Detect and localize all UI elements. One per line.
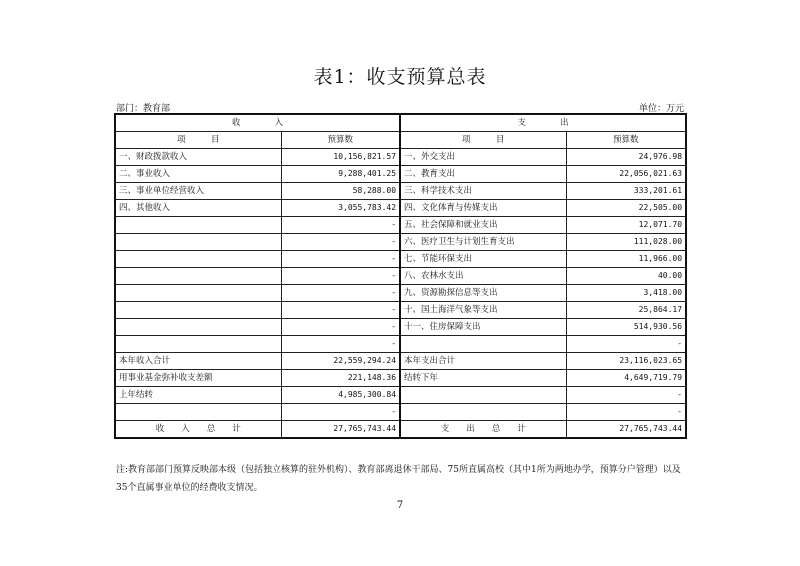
- expense-value-cell: 23,116,023.65: [566, 353, 686, 370]
- income-value-cell: 10,156,821.57: [281, 149, 400, 166]
- income-item-cell: [115, 336, 281, 353]
- income-value-cell: -: [281, 268, 400, 285]
- table-row: [115, 319, 686, 336]
- table-row: [115, 166, 686, 183]
- table-row: [115, 234, 686, 251]
- expense-value-cell: 514,930.56: [566, 319, 686, 336]
- expense-item-cell: 四、文化体育与传媒支出: [400, 200, 566, 217]
- expense-item-cell: 二、教育支出: [400, 166, 566, 183]
- expense-value-cell: 4,649,719.79: [566, 370, 686, 387]
- table-row: [115, 251, 686, 268]
- income-budget-header: 预算数: [281, 132, 400, 149]
- expense-value-cell: 22,056,021.63: [566, 166, 686, 183]
- expense-item-cell: 九、资源勘探信息等支出: [400, 285, 566, 302]
- income-value-cell: -: [281, 302, 400, 319]
- expense-item-cell: [400, 404, 566, 421]
- income-value-cell: -: [281, 285, 400, 302]
- expense-item-cell: [400, 336, 566, 353]
- expense-value-cell: 25,864.17: [566, 302, 686, 319]
- income-item-cell: 一、财政拨款收入: [115, 149, 281, 166]
- expense-item-cell: 七、节能环保支出: [400, 251, 566, 268]
- income-item-cell: [115, 234, 281, 251]
- expense-item-cell: 五、社会保障和就业支出: [400, 217, 566, 234]
- expense-value-cell: 12,071.70: [566, 217, 686, 234]
- income-value-cell: -: [281, 319, 400, 336]
- expense-value-cell: 3,418.00: [566, 285, 686, 302]
- table-row: [115, 149, 686, 166]
- expense-section-header: 支 出: [400, 114, 686, 132]
- income-item-cell: 二、事业收入: [115, 166, 281, 183]
- table-row: [115, 336, 686, 353]
- income-item-cell: [115, 268, 281, 285]
- income-item-cell: [115, 285, 281, 302]
- expense-item-cell: 十一、住房保障支出: [400, 319, 566, 336]
- expense-item-cell: 十、国土海洋气象等支出: [400, 302, 566, 319]
- expense-item-cell: 三、科学技术支出: [400, 183, 566, 200]
- income-value-cell: -: [281, 217, 400, 234]
- expense-item-cell: [400, 387, 566, 404]
- expense-item-cell: 一、外交支出: [400, 149, 566, 166]
- table-row: [115, 268, 686, 285]
- expense-value-cell: 22,505.00: [566, 200, 686, 217]
- income-item-cell: [115, 217, 281, 234]
- income-value-cell: 221,148.36: [281, 370, 400, 387]
- expense-item-cell: 结转下年: [400, 370, 566, 387]
- table-row: [115, 200, 686, 217]
- income-value-cell: 3,055,783.42: [281, 200, 400, 217]
- table-row: [115, 387, 686, 404]
- expense-value-cell: 40.00: [566, 268, 686, 285]
- expense-total-value: 27,765,743.44: [566, 421, 686, 439]
- expense-value-cell: 111,028.00: [566, 234, 686, 251]
- income-value-cell: -: [281, 234, 400, 251]
- column-header-row: [115, 132, 686, 149]
- income-item-header: 项 目: [115, 132, 281, 149]
- expense-value-cell: 333,201.61: [566, 183, 686, 200]
- budget-table: [114, 113, 687, 439]
- expense-total-label: 支 出 总 计: [400, 421, 566, 439]
- income-value-cell: 22,559,294.24: [281, 353, 400, 370]
- table-row: [115, 302, 686, 319]
- income-item-cell: 上年结转: [115, 387, 281, 404]
- expense-budget-header: 预算数: [566, 132, 686, 149]
- department-label: 部门：教育部: [116, 104, 171, 114]
- table-row: [115, 404, 686, 421]
- table-row: [115, 370, 686, 387]
- table-row: [115, 353, 686, 370]
- income-value-cell: -: [281, 251, 400, 268]
- income-item-cell: [115, 302, 281, 319]
- footnote: 注:教育部部门预算反映部本级（包括独立核算的驻外机构）、教育部离退休干部局、75所直属高校（其中1所为两地办学，预算分户管理）以及35个直属事业单位的经费收支情况。: [116, 465, 681, 493]
- unit-label: 单位：万元: [638, 104, 684, 114]
- expense-value-cell: 24,976.98: [566, 149, 686, 166]
- income-item-cell: 四、其他收入: [115, 200, 281, 217]
- expense-value-cell: 11,966.00: [566, 251, 686, 268]
- income-value-cell: -: [281, 336, 400, 353]
- section-header-row: [115, 114, 686, 132]
- income-value-cell: 9,288,401.25: [281, 166, 400, 183]
- income-item-cell: 用事业基金弥补收支差额: [115, 370, 281, 387]
- income-item-cell: 三、事业单位经营收入: [115, 183, 281, 200]
- income-total-value: 27,765,743.44: [281, 421, 400, 439]
- income-item-cell: [115, 404, 281, 421]
- table-row: [115, 183, 686, 200]
- budget-table-body: [115, 114, 686, 438]
- income-value-cell: 4,985,300.84: [281, 387, 400, 404]
- page-number: 7: [396, 500, 404, 511]
- income-total-label: 收 入 总 计: [115, 421, 281, 439]
- page-title: 表1：收支预算总表: [313, 66, 487, 88]
- income-value-cell: 58,288.00: [281, 183, 400, 200]
- expense-item-cell: 本年支出合计: [400, 353, 566, 370]
- expense-item-cell: 八、农林水支出: [400, 268, 566, 285]
- income-item-cell: 本年收入合计: [115, 353, 281, 370]
- income-item-cell: [115, 319, 281, 336]
- expense-item-header: 项 目: [400, 132, 566, 149]
- income-section-header: 收 入: [115, 114, 400, 132]
- table-row: [115, 217, 686, 234]
- expense-value-cell: -: [566, 387, 686, 404]
- table-row: [115, 285, 686, 302]
- expense-value-cell: -: [566, 336, 686, 353]
- income-item-cell: [115, 251, 281, 268]
- expense-item-cell: 六、医疗卫生与计划生育支出: [400, 234, 566, 251]
- income-value-cell: -: [281, 404, 400, 421]
- totals-row: [115, 421, 686, 439]
- expense-value-cell: -: [566, 404, 686, 421]
